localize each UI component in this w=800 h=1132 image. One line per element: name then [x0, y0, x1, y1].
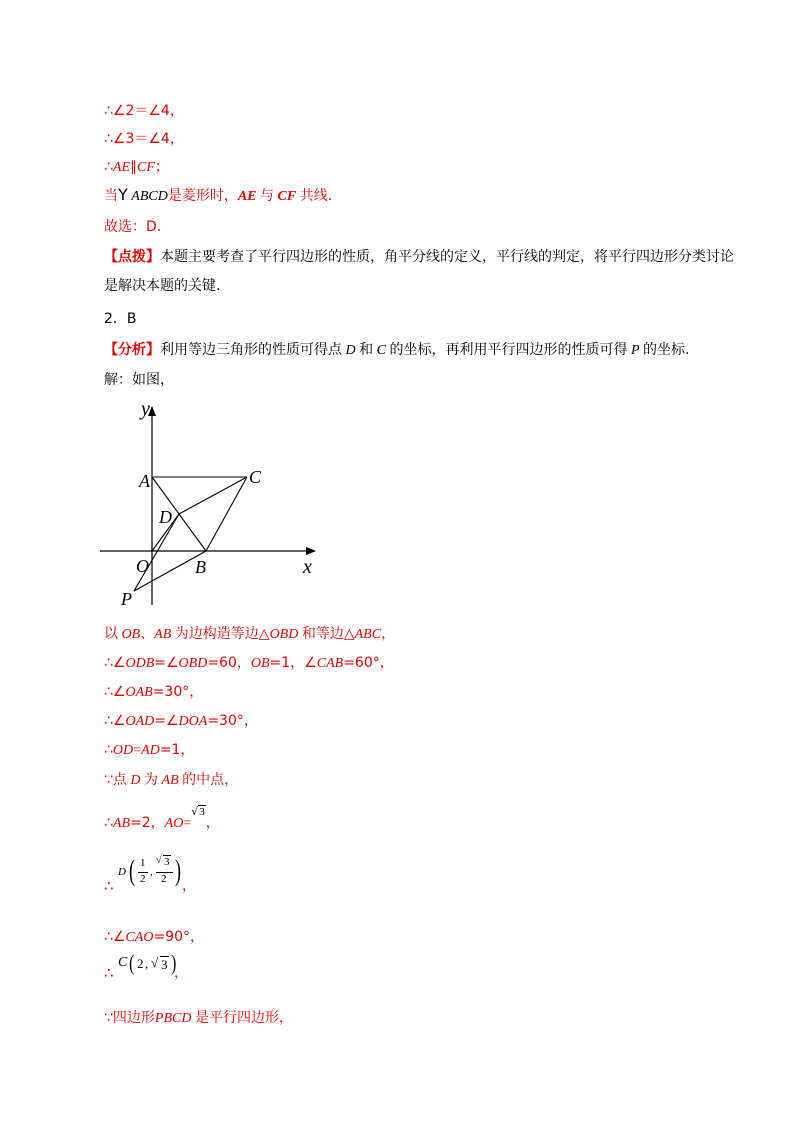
step-construct: 以 OB、AB 为边构造等边△OBD 和等边△ABC，: [104, 626, 396, 642]
label-p: P: [121, 589, 132, 609]
question-number: 2．B: [104, 311, 137, 327]
tip-paragraph: 【点拨】本题主要考查了平行四边形的性质，角平分线的定义，平行线的判定，将平行四边形分类讨论是解决本题的关键.: [104, 249, 734, 294]
step-angle-3-eq-4: ∴∠3＝∠4，: [104, 131, 184, 147]
therefore-d-symbol: ∴: [104, 877, 114, 895]
step-ae-parallel-cf: ∴AE∥CF；: [104, 159, 169, 175]
label-a: A: [139, 471, 150, 491]
step-angle-oad: ∴∠OAD=∠DOA=30°，: [104, 713, 258, 729]
solution-intro: 解：如图，: [104, 372, 174, 388]
segment-pd: [134, 514, 179, 591]
label-b: B: [195, 557, 206, 577]
label-c: C: [249, 467, 262, 487]
analysis-line: 【分析】利用等边三角形的性质可得点 D 和 C 的坐标，再利用平行四边形的性质可得 P 的坐标.: [104, 342, 690, 358]
step-midpoint: ∵点 D 为 AB 的中点，: [104, 772, 239, 788]
step-rhombus-case: 当Y ABCD是菱形时，AE 与 CF 共线．: [104, 185, 342, 204]
step-angle-cao: ∴∠CAO=90°，: [104, 929, 205, 945]
step-od-eq-ad: ∴OD=AD=1，: [104, 742, 195, 758]
answer-choice: 故选：D.: [104, 219, 162, 235]
label-o: O: [136, 556, 149, 576]
step-angle-oab: ∴∠OAB=30°，: [104, 684, 204, 700]
step-angle-2-eq-4: ∴∠2＝∠4，: [104, 103, 184, 119]
label-x: x: [303, 556, 312, 578]
parallelogram-symbol: Y: [118, 185, 128, 204]
right-paren: ): [175, 854, 181, 887]
label-d: D: [159, 507, 172, 527]
label-y: y: [141, 398, 150, 420]
therefore-c-symbol: ∴: [104, 964, 114, 982]
step-parallelogram-pbcd: ∵四边形PBCD 是平行四边形，: [104, 1010, 293, 1026]
comma-after-d: ，: [182, 878, 196, 894]
step-angles-60: ∴∠ODB=∠OBD=60，OB=1，∠CAB=60°，: [104, 655, 394, 671]
sqrt-3-formula: √3: [191, 805, 205, 818]
step-ab-ao: ∴AB=2，AO=√3，: [104, 813, 220, 834]
left-paren: (: [129, 854, 135, 887]
comma-after-c: ，: [174, 965, 188, 981]
geometry-figure: [95, 395, 335, 615]
